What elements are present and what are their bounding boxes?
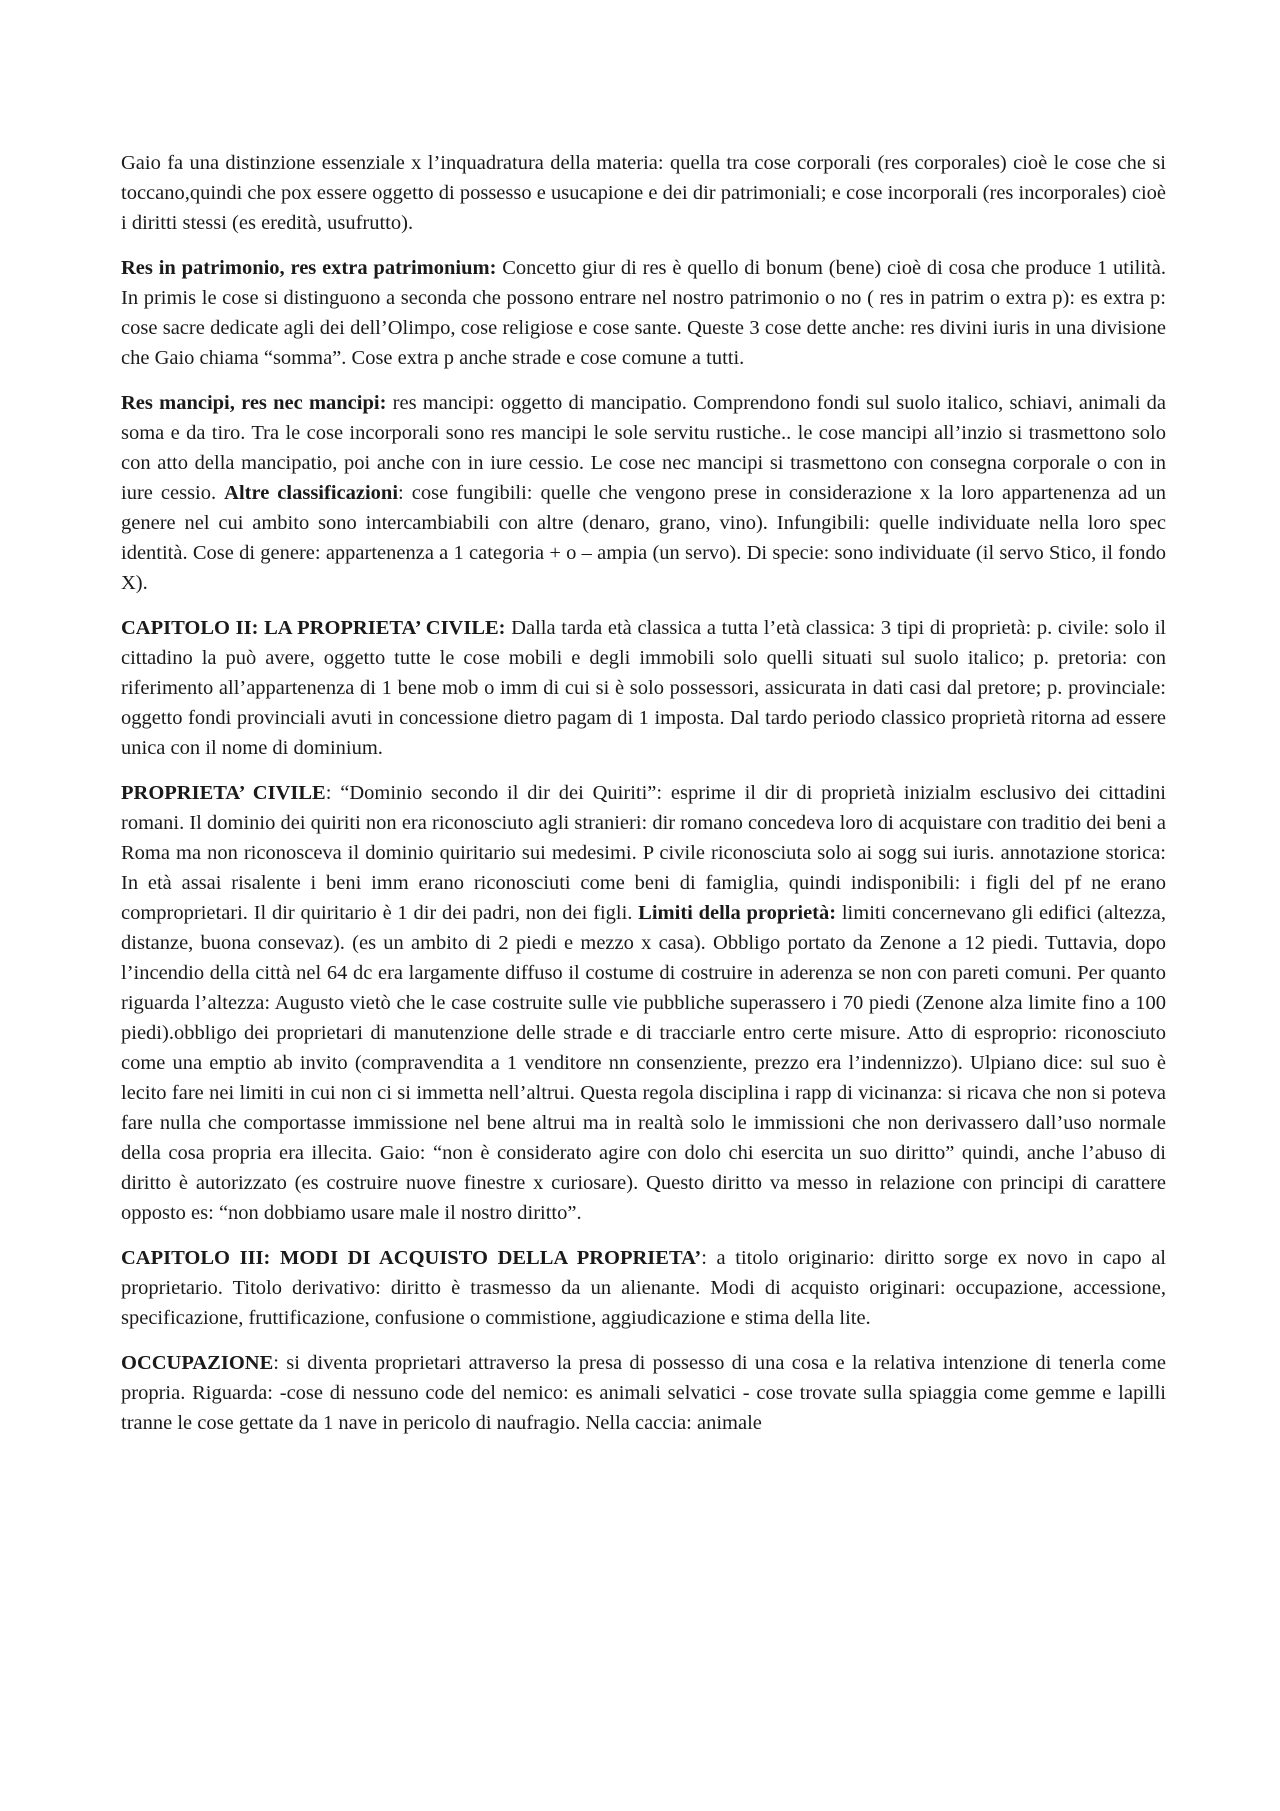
paragraph bbox=[121, 253, 1166, 373]
body-text: limiti concernevano gli edifici (altezza, distanze, buona consevaz). (es un ambito di 2 piedi e mezzo x casa). Obbligo portato da Zenone a 12 piedi. Tuttavia, dopo l’incendio della città nel 64 dc era largamente diffuso il costume di costruire in aderenza se non con pareti comuni. Per quanto riguarda l’altezza: Augusto vietò che le case costruite sulle vie pubbliche superassero i 70 piedi (Zenone alza limite fino a 100 piedi).obbligo dei proprietari di manutenzione delle strade e di tracciarle entro certe misure. Atto di esproprio: riconosciuto come una emptio ab invito (compravendita a 1 venditore nn consenziente, prezzo era l’indennizzo). Ulpiano dice: sul suo è lecito fare nei limiti in cui non ci si immetta nell’altrui. Questa regola disciplina i rapp di vicinanza: si ricava che non si poteva fare nulla che comportasse immissione nel bene altrui ma in realtà solo le immissioni che non derivassero dall’uso normale della cosa propria era illecita. Gaio: “non è considerato agire con dolo chi esercita un suo diritto” quindi, anche l’abuso di diritto è autorizzato (es costruire nuove finestre x curiosare). Questo diritto va messo in relazione con principi di carattere opposto es: “non dobbiamo usare male il nostro diritto”. bbox=[121, 902, 1166, 1224]
bold-heading-text: Altre classificazioni bbox=[224, 482, 399, 504]
body-text: Dalla tarda età classica a tutta l’età classica: 3 tipi di proprietà: p. civile: solo il cittadino la può avere, oggetto tutte le cose mobili e degli immobili solo quelli situati sul suolo italico; p. pretoria: con riferimento all’appartenenza di 1 bene mob o imm di cui si è solo possessori, assicurata in dati casi dal pretore; p. provinciale: oggetto fondi provinciali avuti in concessione dietro pagam di 1 imposta. Dal tardo periodo classico proprietà ritorna ad essere unica con il nome di dominium. bbox=[121, 617, 1166, 759]
paragraph bbox=[121, 778, 1166, 1228]
bold-heading-text: Limiti della proprietà: bbox=[638, 902, 837, 924]
body-text: : a titolo originario: diritto sorge ex novo in capo al proprietario. Titolo derivativo: diritto è trasmesso da un alienante. Modi di acquisto originari: occupazione, accessione, specificazione, fruttificazione, confusione o commistione, aggiudicazione e stima della lite. bbox=[121, 1247, 1166, 1329]
paragraph bbox=[121, 148, 1166, 238]
body-text: res mancipi: oggetto di mancipatio. Comprendono fondi sul suolo italico, schiavi, animali da soma e da tiro. Tra le cose incorporali sono res mancipi le sole servitu rustiche.. le cose mancipi all’inzio si trasmettono solo con atto della mancipatio, poi anche con in iure cessio. Le cose nec mancipi si trasmettono con consegna corporale o con in iure cessio. bbox=[121, 392, 1166, 504]
body-text: : si diventa proprietari attraverso la presa di possesso di una cosa e la relativa intenzione di tenerla come propria. Riguarda: -cose di nessuno code del nemico: es animali selvatici - cose trovate sulla spiaggia come gemme e lapilli tranne le cose gettate da 1 nave in pericolo di naufragio. Nella caccia: animale bbox=[121, 1352, 1166, 1434]
paragraph bbox=[121, 613, 1166, 763]
bold-heading-text: CAPITOLO III: MODI DI ACQUISTO DELLA PROPRIETA’ bbox=[121, 1247, 702, 1269]
bold-heading-text: OCCUPAZIONE bbox=[121, 1352, 274, 1374]
body-text: Gaio fa una distinzione essenziale x l’inquadratura della materia: quella tra cose corporali (res corporales) cioè le cose che si toccano,quindi che pox essere oggetto di possesso e usucapione e dei dir patrimoniali; e cose incorporali (res incorporales) cioè i diritti stessi (es eredità, usufrutto). bbox=[121, 152, 1166, 234]
bold-heading-text: Res in patrimonio, res extra patrimonium: bbox=[121, 257, 497, 279]
body-text: : “Dominio secondo il dir dei Quiriti”: esprime il dir di proprietà inizialm esclusivo dei cittadini romani. Il dominio dei quiriti non era riconosciuto agli stranieri: dir romano concedeva loro di acquistare con traditio dei beni a Roma ma non riconosceva il dominio quiritario sui medesimi. P civile riconosciuta solo ai sogg sui iuris. annotazione storica: In età assai risalente i beni imm erano riconosciuti come beni di famiglia, quindi indisponibili: i figli del pf ne erano comproprietari. Il dir quiritario è 1 dir dei padri, non dei figli. bbox=[121, 782, 1166, 924]
body-text: Concetto giur di res è quello di bonum (bene) cioè di cosa che produce 1 utilità. In primis le cose si distinguono a seconda che possono entrare nel nostro patrimonio o no ( res in patrim o extra p): es extra p: cose sacre dedicate agli dei dell’Olimpo, cose religiose e cose sante. Queste 3 cose dette anche: res divini iuris in una divisione che Gaio chiama “somma”. Cose extra p anche strade e cose comune a tutti. bbox=[121, 257, 1166, 369]
paragraph bbox=[121, 1243, 1166, 1333]
paragraph bbox=[121, 1348, 1166, 1438]
document-body bbox=[121, 148, 1166, 1453]
bold-heading-text: PROPRIETA’ CIVILE bbox=[121, 782, 326, 804]
bold-heading-text: Res mancipi, res nec mancipi: bbox=[121, 392, 387, 414]
body-text: : cose fungibili: quelle che vengono prese in considerazione x la loro appartenenza ad un genere nel cui ambito sono intercambiabili con altre (denaro, grano, vino). Infungibili: quelle individuate nella loro spec identità. Cose di genere: appartenenza a 1 categoria + o – ampia (un servo). Di specie: sono individuate (il servo Stico, il fondo X). bbox=[121, 482, 1166, 594]
bold-heading-text: CAPITOLO II: LA PROPRIETA’ CIVILE: bbox=[121, 617, 506, 639]
paragraph bbox=[121, 388, 1166, 598]
